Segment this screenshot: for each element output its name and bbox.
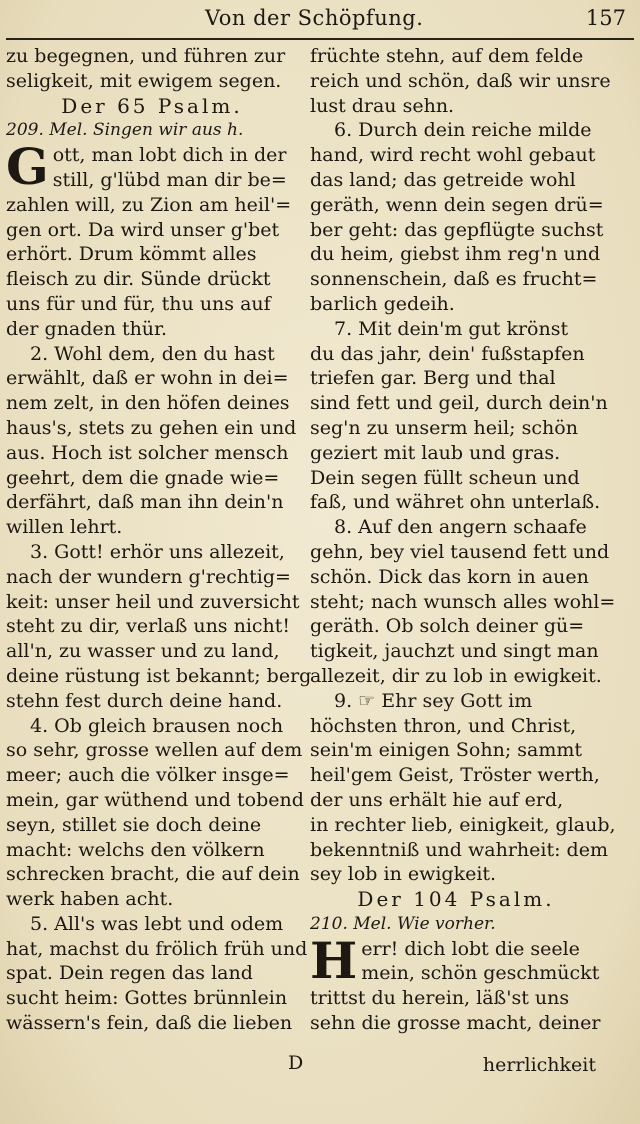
text-line: sey lob in ewigkeit. bbox=[310, 863, 497, 886]
text-line: spat. Dein regen das land bbox=[6, 962, 253, 985]
psalm-heading: Der 104 Psalm. bbox=[357, 887, 555, 912]
text-line: der uns erhält hie auf erd, bbox=[310, 788, 564, 811]
text-line: haus's, stets zu gehen ein und bbox=[6, 416, 297, 439]
text-line: schön. Dick das korn in auen bbox=[310, 565, 589, 588]
page-footer bbox=[0, 1052, 640, 1102]
text-line: seg'n zu unserm heil; schön bbox=[310, 416, 578, 439]
verse-start: 6. Durch dein reiche milde bbox=[334, 119, 592, 142]
hymn-melody-line: 209. Mel. Singen wir aus h. bbox=[6, 120, 244, 141]
text-line: hat, machst du frölich früh und bbox=[6, 937, 308, 960]
text-line: triefen gar. Berg und thal bbox=[310, 367, 556, 390]
verse-start: 3. Gott! erhör uns allezeit, bbox=[30, 540, 285, 563]
verse-start: 7. Mit dein'm gut krönst bbox=[334, 317, 569, 340]
text-line: derfährt, daß man ihn dein'n bbox=[6, 491, 284, 514]
psalm-heading: Der 65 Psalm. bbox=[61, 93, 243, 118]
text-line: Gott, man lobt dich in der bbox=[6, 137, 287, 197]
verse-start: 5. All's was lebt und odem bbox=[30, 912, 284, 935]
page-number: 157 bbox=[585, 6, 626, 30]
text-line: aus. Hoch ist solcher mensch bbox=[6, 441, 289, 464]
text-line: sucht heim: Gottes brünnlein bbox=[6, 987, 288, 1010]
text-line: sind fett und geil, durch dein'n bbox=[310, 392, 608, 415]
text-line: willen lehrt. bbox=[6, 516, 123, 539]
text-line: mein, schön geschmückt bbox=[361, 962, 600, 985]
hymn-melody-line: 210. Mel. Wie vorher. bbox=[310, 913, 496, 934]
text-line: erwählt, daß er wohn in dei= bbox=[6, 367, 289, 390]
text-line: steht zu dir, verlaß uns nicht! bbox=[6, 615, 291, 638]
text-line: macht: welchs den völkern bbox=[6, 838, 265, 861]
text-line: heil'gem Geist, Tröster werth, bbox=[310, 764, 600, 787]
text-line: geziert mit laub und gras. bbox=[310, 441, 561, 464]
text-line: schrecken bracht, die auf dein bbox=[6, 863, 300, 886]
header-rule bbox=[6, 38, 634, 40]
text-line: keit: unser heil und zuversicht bbox=[6, 590, 300, 613]
text-line: ber geht: das gepflügte suchst bbox=[310, 218, 604, 241]
catchword: herrlichkeit bbox=[482, 1054, 596, 1076]
text-line: geräth. Ob solch deiner gü= bbox=[310, 615, 585, 638]
text-line: meer; auch die völker insge= bbox=[6, 764, 290, 787]
text-line: geehrt, dem die gnade wie= bbox=[6, 466, 280, 489]
text-line: lust drau sehn. bbox=[310, 94, 455, 117]
text-line: zu begegnen, und führen zur bbox=[6, 45, 286, 67]
drop-cap: H bbox=[310, 930, 358, 990]
verse-start: 9. ☞ Ehr sey Gott im bbox=[334, 689, 533, 712]
text-line: seligkeit, mit ewigem segen. bbox=[6, 69, 282, 92]
signature-mark: D bbox=[288, 1052, 304, 1074]
text-line: gehn, bey viel tausend fett und bbox=[310, 540, 610, 563]
text-line: trittst du herein, läß'st uns bbox=[310, 987, 570, 1010]
text-line: höchsten thron, und Christ, bbox=[310, 714, 577, 737]
text-line: so sehr, grosse wellen auf dem bbox=[6, 739, 303, 762]
text-line: sein'm einigen Sohn; sammt bbox=[310, 739, 583, 762]
text-line: deine rüstung ist bekannt; berg bbox=[6, 664, 312, 687]
left-column bbox=[6, 44, 312, 1036]
running-title: Von der Schöpfung. bbox=[205, 6, 424, 30]
text-line: bekenntniß und wahrheit: dem bbox=[310, 838, 608, 861]
text-line: gen ort. Da wird unser g'bet bbox=[6, 218, 280, 241]
text-line: der gnaden thür. bbox=[6, 317, 168, 340]
text-line: sonnenschein, daß es frucht= bbox=[310, 268, 598, 291]
text-line: früchte stehn, auf dem felde bbox=[310, 45, 584, 67]
verse-start: 8. Auf den angern schaafe bbox=[334, 516, 587, 539]
text-line: fleisch zu dir. Sünde drückt bbox=[6, 268, 271, 291]
verse-start: 2. Wohl dem, den du hast bbox=[30, 342, 275, 365]
text-line: steht; nach wunsch alles wohl= bbox=[310, 590, 616, 613]
verse-start: 4. Ob gleich brausen noch bbox=[30, 714, 284, 737]
text-line: tigkeit, jauchzt und singt man bbox=[310, 640, 599, 663]
text-line: seyn, stillet sie doch deine bbox=[6, 813, 262, 836]
text-line: Dein segen füllt scheun und bbox=[310, 466, 580, 489]
text-line: werk haben acht. bbox=[6, 888, 174, 911]
text-line: zahlen will, zu Zion am heil'= bbox=[6, 193, 292, 216]
text-line: hand, wird recht wohl gebaut bbox=[310, 144, 596, 167]
page-header bbox=[0, 4, 640, 38]
text-line: barlich gedeih. bbox=[310, 292, 455, 315]
text-line: mein, gar wüthend und tobend bbox=[6, 788, 304, 811]
text-line: Herr! dich lobt die seele bbox=[310, 930, 580, 990]
text-line: in rechter lieb, einigkeit, glaub, bbox=[310, 813, 616, 836]
text-line: das land; das getreide wohl bbox=[310, 168, 576, 191]
text-line: nem zelt, in den höfen deines bbox=[6, 392, 290, 415]
text-line: stehn fest durch deine hand. bbox=[6, 689, 283, 712]
text-line: du heim, giebst ihm reg'n und bbox=[310, 243, 601, 266]
text-line: all'n, zu wasser und zu land, bbox=[6, 640, 280, 663]
text-line: allezeit, dir zu lob in ewigkeit. bbox=[310, 664, 602, 687]
text-line: erhört. Drum kömmt alles bbox=[6, 243, 257, 266]
drop-cap: G bbox=[6, 137, 49, 197]
text-line: uns für und für, thu uns auf bbox=[6, 292, 271, 315]
text-line: faß, und währet ohn unterlaß. bbox=[310, 491, 601, 514]
text-line: reich und schön, daß wir unsre bbox=[310, 69, 611, 92]
text-line: du das jahr, dein' fußstapfen bbox=[310, 342, 585, 365]
text-line: nach der wundern g'rechtig= bbox=[6, 565, 291, 588]
text-line: wässern's fein, daß die lieben bbox=[6, 1012, 293, 1035]
text-line: still, g'lübd man dir be= bbox=[52, 168, 287, 191]
right-column bbox=[310, 44, 616, 1036]
text-line: geräth, wenn dein segen drü= bbox=[310, 193, 604, 216]
text-line: sehn die grosse macht, deiner bbox=[310, 1012, 601, 1035]
